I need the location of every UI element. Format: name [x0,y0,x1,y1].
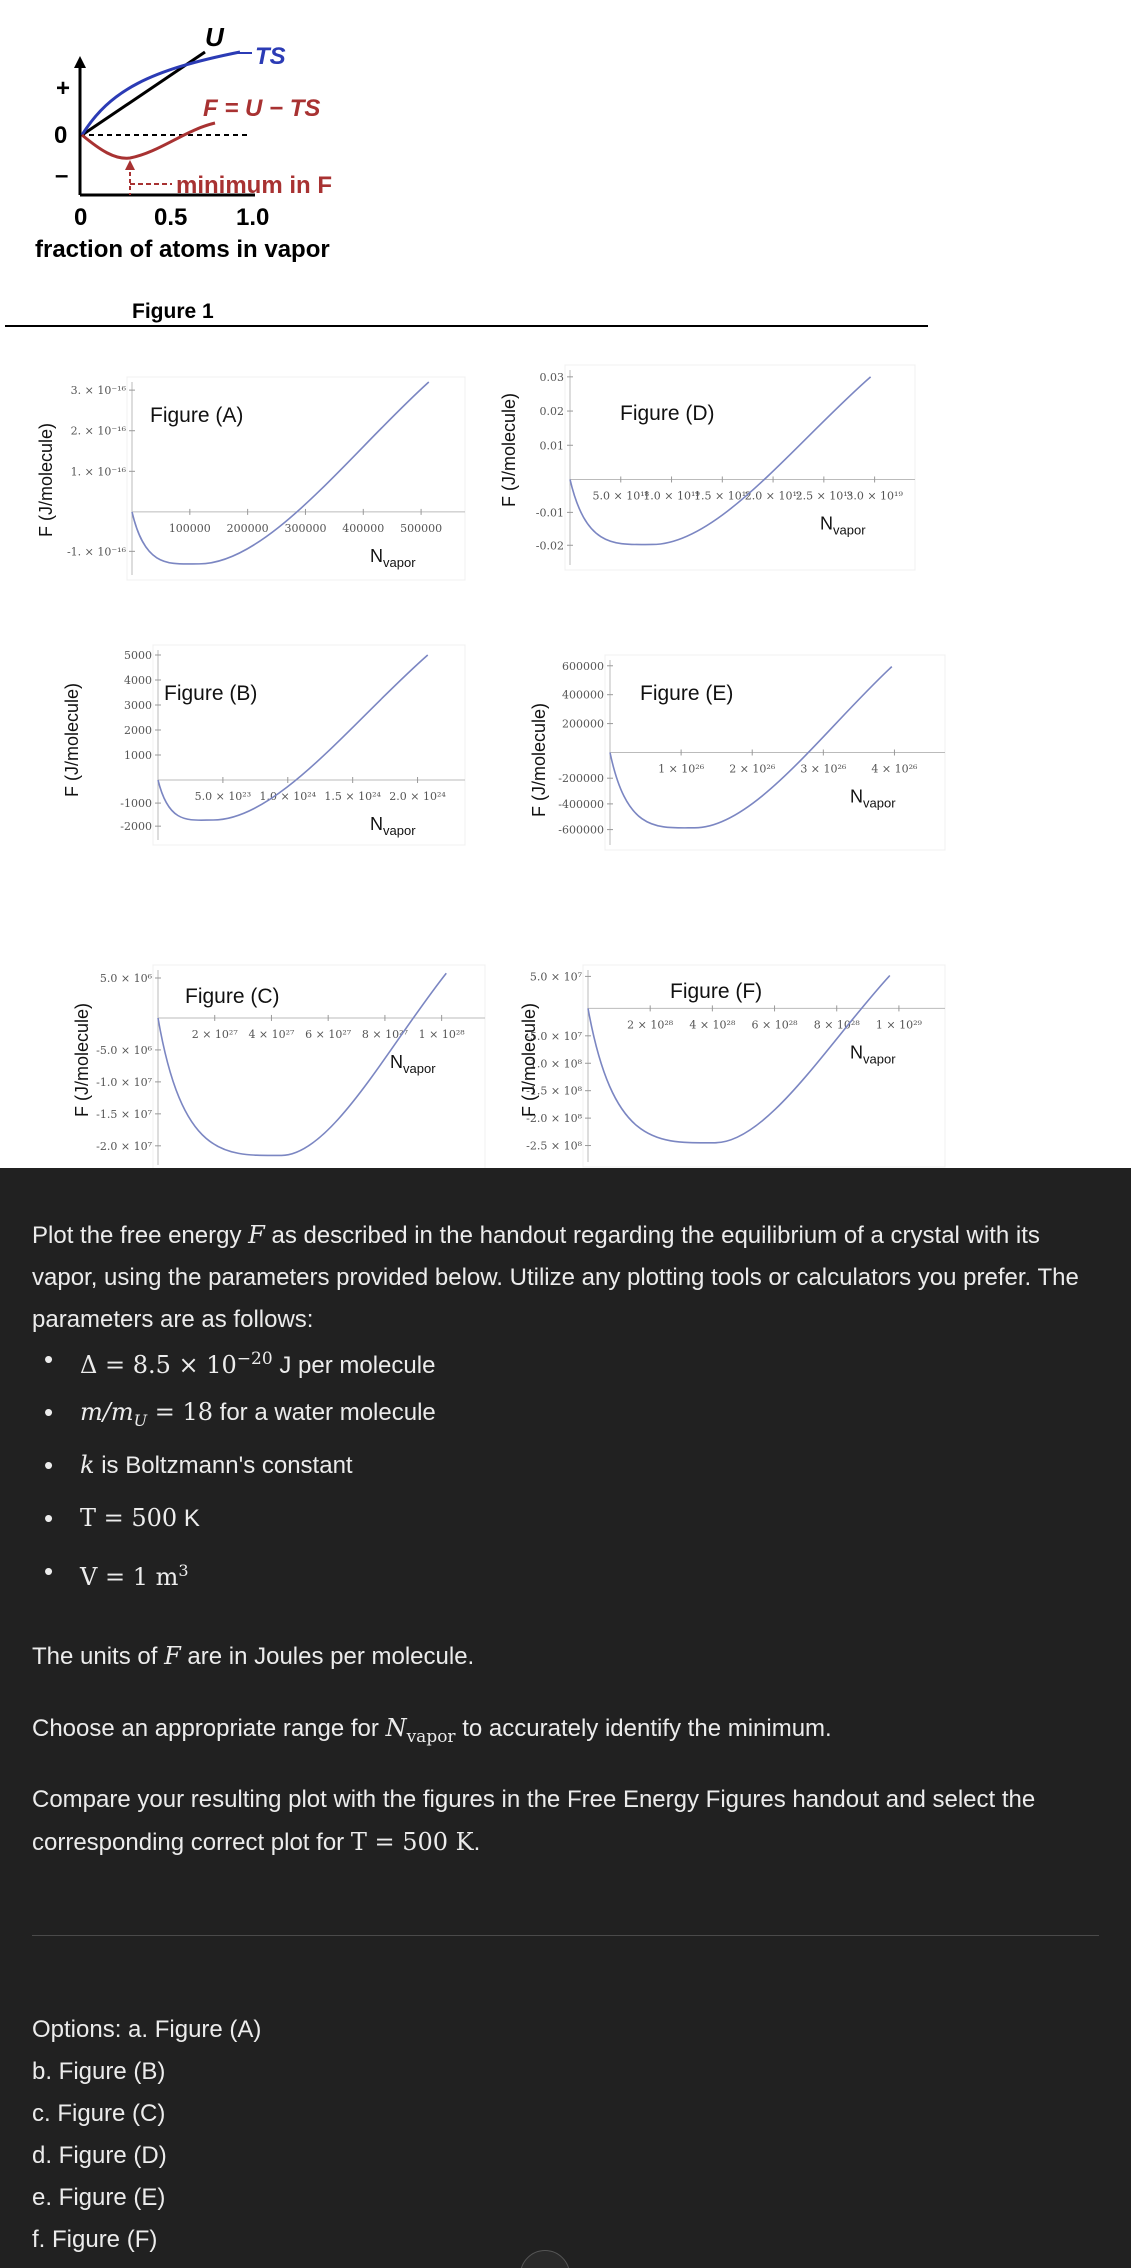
chart-2 [62,645,465,845]
chart-5 [529,655,945,850]
chart-x-tick-label: 2.5 × 10¹⁹ [795,489,853,503]
chart-y-tick-label: -2000 [120,820,152,834]
chart-y-label: F (J/molecule) [529,702,549,818]
figure1-y-zero: 0 [54,122,68,149]
option-f[interactable]: f. Figure (F) [32,2226,158,2253]
chart-y-tick-label: -2.0 × 10⁷ [96,1139,152,1153]
figure1-min-arrowhead [125,160,135,170]
chart-x-tick-label: 400000 [342,521,385,535]
figure1-x-label: fraction of atoms in vapor [35,236,330,263]
figure1-caption: Figure 1 [132,300,214,323]
figure1-y-plus: + [56,75,71,102]
chart-x-label: $N_{vapor}$ [370,814,416,838]
scroll-down-button[interactable] [520,2250,570,2268]
param-T: • T = 500 K [32,1497,932,1550]
chart-title: Figure (B) [164,682,258,705]
param-delta: • $\Delta = 8.5 \times 10^{-20}$ J per molecule [32,1338,932,1391]
chart-y-tick-label: 400000 [562,688,604,702]
chart-x-tick-label: 300000 [284,521,327,535]
chart-y-tick-label: -1.5 × 10⁷ [96,1107,152,1121]
figure1-TS-curve [82,52,240,135]
chart-x-label: $N_{vapor}$ [850,1042,896,1067]
chart-frame [153,645,465,845]
chart-x-tick-label: 6 × 10²⁸ [751,1018,798,1032]
chart-x-label: $N_{vapor}$ [820,513,866,538]
figure1-label-F: F = U − TS [203,95,321,122]
chart-x-tick-label: 100000 [168,521,211,535]
chart-y-tick-label: -600000 [558,823,604,837]
figure1-x-tick: 0.5 [154,204,188,231]
divider [32,1935,1099,1936]
chart-y-tick-label: 600000 [562,659,604,673]
figure1-x-tick: 1.0 [236,204,270,231]
chart-x-tick-label: 1.5 × 10¹⁹ [694,489,751,503]
question-panel [0,1168,1131,2268]
chart-y-label: F (J/molecule) [519,1002,539,1118]
charts-layer [36,365,945,1168]
param-k: • k is Boltzmann's constant [32,1444,932,1497]
option-a[interactable]: Options: a. Figure (A) [32,2016,262,2043]
chart-x-tick-label: 2.0 × 10¹⁹ [744,489,802,503]
chart-y-tick-label: -1. × 10⁻¹⁶ [66,545,126,559]
chart-y-tick-label: -400000 [558,797,604,811]
question-range: Choose an appropriate range for $N_{vapor}$ to accurately identify the minimum. [32,1714,832,1747]
chart-y-tick-label: 5.0 × 10⁷ [529,970,582,984]
chart-y-label: F (J/molecule) [499,392,519,508]
chart-x-tick-label: 4 × 10²⁸ [689,1018,736,1032]
chart-x-tick-label: 1.5 × 10²⁴ [324,790,381,803]
chart-y-tick-label: 5000 [124,649,152,662]
chart-x-tick-label: 1 × 10²⁸ [418,1027,465,1041]
chart-y-tick-label: -0.02 [535,539,564,553]
figure1-label-min: minimum in F [176,172,332,199]
parameter-list [32,1338,932,1603]
chart-x-tick-label: 4 × 10²⁷ [248,1027,295,1041]
chart-x-label: $N_{vapor}$ [390,1051,436,1076]
chart-y-tick-label: -200000 [558,772,604,786]
chart-y-tick-label: -5.0 × 10⁷ [526,1029,582,1043]
question-units: The units of F are in Joules per molecule. [32,1642,475,1670]
chart-y-tick-label: -2.5 × 10⁸ [526,1139,582,1153]
param-V: • V = 1 $m^3$ [32,1550,932,1603]
figure1-y-arrow [74,56,86,68]
chart-y-tick-label: 0.01 [539,439,564,453]
chart-x-tick-label: 4 × 10²⁶ [871,762,918,776]
figure1-schematic [5,22,928,326]
question-intro: Plot the free energy F as described in the handout regarding the equilibrium of a crystal with its vapor, using the parameters provided below. Utilize any plotting tools or calculators you prefer. The parameters are as follows: [32,1221,1079,1333]
chart-frame [565,365,915,570]
chart-x-tick-label: 1 × 10²⁶ [658,762,705,776]
chart-y-label: F (J/molecule) [72,1002,92,1118]
chart-x-tick-label: 2 × 10²⁶ [729,762,776,776]
chart-title: Figure (D) [620,402,715,425]
chart-x-tick-label: 3 × 10²⁶ [800,762,847,776]
question-compare: Compare your resulting plot with the figures in the Free Energy Figures handout and select the corresponding correct plot for T = 500 K. [32,1786,1036,1856]
chart-y-tick-label: -1000 [120,797,152,811]
figure1-label-U: U [205,22,224,52]
chart-x-tick-label: 6 × 10²⁷ [305,1027,352,1041]
option-e[interactable]: e. Figure (E) [32,2184,166,2211]
chart-y-tick-label: 2. × 10⁻¹⁶ [70,424,126,438]
option-c[interactable]: c. Figure (C) [32,2100,166,2127]
chart-x-label: $N_{vapor}$ [370,545,416,570]
chart-y-tick-label: 0.02 [539,405,564,419]
chart-3 [72,965,485,1168]
figure1-y-minus: – [55,162,69,189]
chart-x-tick-label: 8 × 10²⁷ [361,1027,408,1041]
chart-y-tick-label: -1.0 × 10⁷ [96,1075,152,1089]
chart-title: Figure (F) [670,980,763,1003]
figure1-label-TS: TS [255,43,286,70]
figure1-x-tick: 0 [74,204,88,231]
chart-1 [36,377,465,580]
chart-title: Figure (A) [150,404,244,427]
chart-x-label: $N_{vapor}$ [850,786,896,811]
chart-y-tick-label: -0.01 [535,506,564,520]
chart-title: Figure (C) [185,985,280,1008]
chart-y-label: F (J/molecule) [62,682,82,798]
chart-x-tick-label: 500000 [400,521,443,535]
chart-x-tick-label: 1.0 × 10²⁴ [259,790,317,803]
chart-x-tick-label: 1.0 × 10¹⁹ [643,489,700,503]
chart-x-tick-label: 2 × 10²⁸ [627,1018,674,1032]
chart-x-tick-label: 2 × 10²⁷ [191,1027,238,1041]
chart-y-tick-label: -5.0 × 10⁶ [96,1043,152,1057]
option-b[interactable]: b. Figure (B) [32,2058,166,2085]
chart-y-label: F (J/molecule) [36,422,56,538]
chart-y-tick-label: -1.0 × 10⁸ [526,1057,582,1071]
chart-y-tick-label: 1000 [124,749,152,762]
chart-x-tick-label: 5.0 × 10¹⁸ [592,489,650,503]
figure1-F-curve [82,123,215,158]
chart-y-tick-label: 2000 [124,724,152,737]
chart-y-tick-label: 200000 [562,717,604,731]
chart-x-tick-label: 3.0 × 10¹⁹ [846,489,903,503]
chart-title: Figure (E) [640,682,734,705]
chart-x-tick-label: 2.0 × 10²⁴ [389,790,446,803]
chart-y-tick-label: -2.0 × 10⁸ [526,1112,582,1126]
param-mass: • $m/m_U = 18$ for a water molecule [32,1391,932,1444]
chart-4 [499,365,915,570]
chart-y-tick-label: 3. × 10⁻¹⁶ [70,384,126,398]
chart-x-tick-label: 200000 [226,521,269,535]
chart-y-tick-label: 1. × 10⁻¹⁶ [70,465,126,479]
chart-y-tick-label: -1.5 × 10⁸ [526,1084,582,1098]
chart-y-tick-label: 3000 [124,699,152,712]
chart-x-tick-label: 5.0 × 10²³ [194,790,252,803]
option-d[interactable]: d. Figure (D) [32,2142,167,2169]
chart-y-tick-label: 4000 [124,674,152,687]
chart-y-tick-label: 5.0 × 10⁶ [99,971,152,985]
chart-6 [519,965,945,1167]
chart-y-tick-label: 0.03 [539,370,564,384]
chart-x-tick-label: 8 × 10²⁸ [813,1018,860,1032]
chart-x-tick-label: 1 × 10²⁹ [875,1018,922,1032]
